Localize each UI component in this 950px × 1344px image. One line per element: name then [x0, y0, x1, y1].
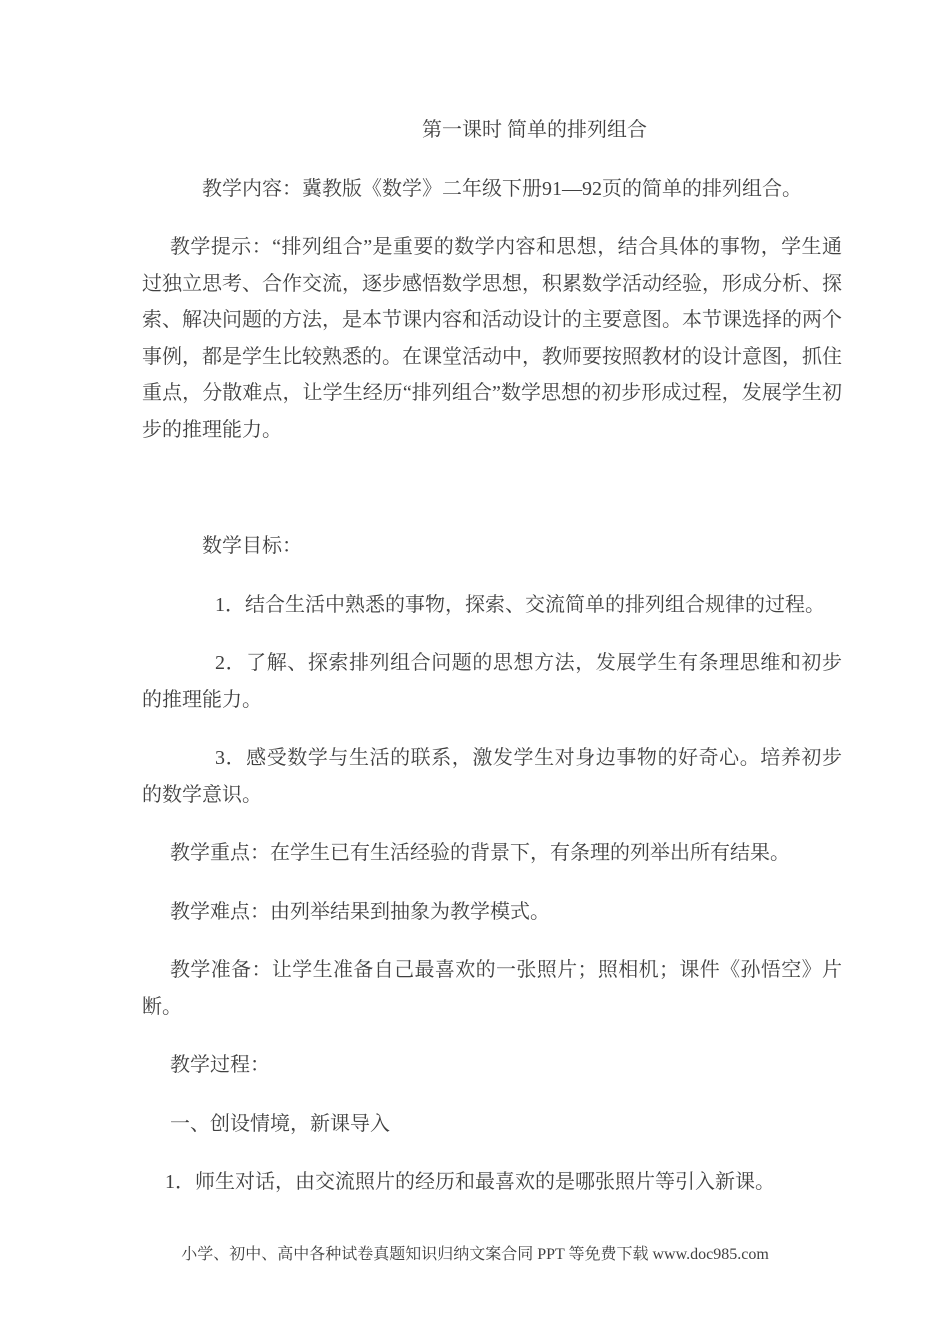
paragraph-goal-1: 1．结合生活中熟悉的事物，探索、交流简单的排列组合规律的过程。 — [215, 593, 825, 616]
paragraph-goal-2: 2．了解、探索排列组合问题的思想方法，发展学生有条理思维和初步的推理能力。 — [142, 652, 842, 711]
footer-download-note: 小学、初中、高中各种试卷真题知识归纳文案合同 PPT 等免费下载 www.doc985.com — [181, 1246, 769, 1263]
lesson-title: 第一课时 简单的排列组合 — [422, 119, 647, 141]
paragraph-teaching-tips: 教学提示：“排列组合”是重要的数学内容和思想，结合具体的事物，学生通过独立思考、合作交流，逐步感悟数学思想，积累数学活动经验，形成分析、探索、解决问题的方法，是本节课内容和活动设计的主要意图。本节课选择的两个事例，都是学生比较熟悉的。在课堂活动中，教师要按照教材的设计意图，抓住重点，分散难点，让学生经历“排列组合”数学思想的初步形成过程，发展学生初步的推理能力。 — [142, 236, 842, 441]
paragraph-teaching-preparation: 教学准备：让学生准备自己最喜欢的一张照片；照相机；课件《孙悟空》片断。 — [142, 959, 842, 1018]
paragraph-goal-3: 3．感受数学与生活的联系，激发学生对身边事物的好奇心。培养初步的数学意识。 — [142, 747, 842, 806]
paragraph-teaching-process-heading: 教学过程： — [170, 1054, 270, 1076]
paragraph-teaching-difficulty: 教学难点：由列举结果到抽象为教学模式。 — [170, 900, 550, 923]
paragraph-section-one-heading: 一、创设情境，新课导入 — [170, 1112, 390, 1135]
document-text-block — [142, 112, 842, 1201]
paragraph-teaching-content: 教学内容：冀教版《数学》二年级下册91—92页的简单的排列组合。 — [202, 177, 802, 200]
paragraph-goals-heading: 数学目标： — [202, 535, 302, 557]
paragraph-teaching-focus: 教学重点：在学生已有生活经验的背景下，有条理的列举出所有结果。 — [170, 842, 790, 864]
paragraph-step-1: 1．师生对话，由交流照片的经历和最喜欢的是哪张照片等引入新课。 — [165, 1171, 775, 1193]
